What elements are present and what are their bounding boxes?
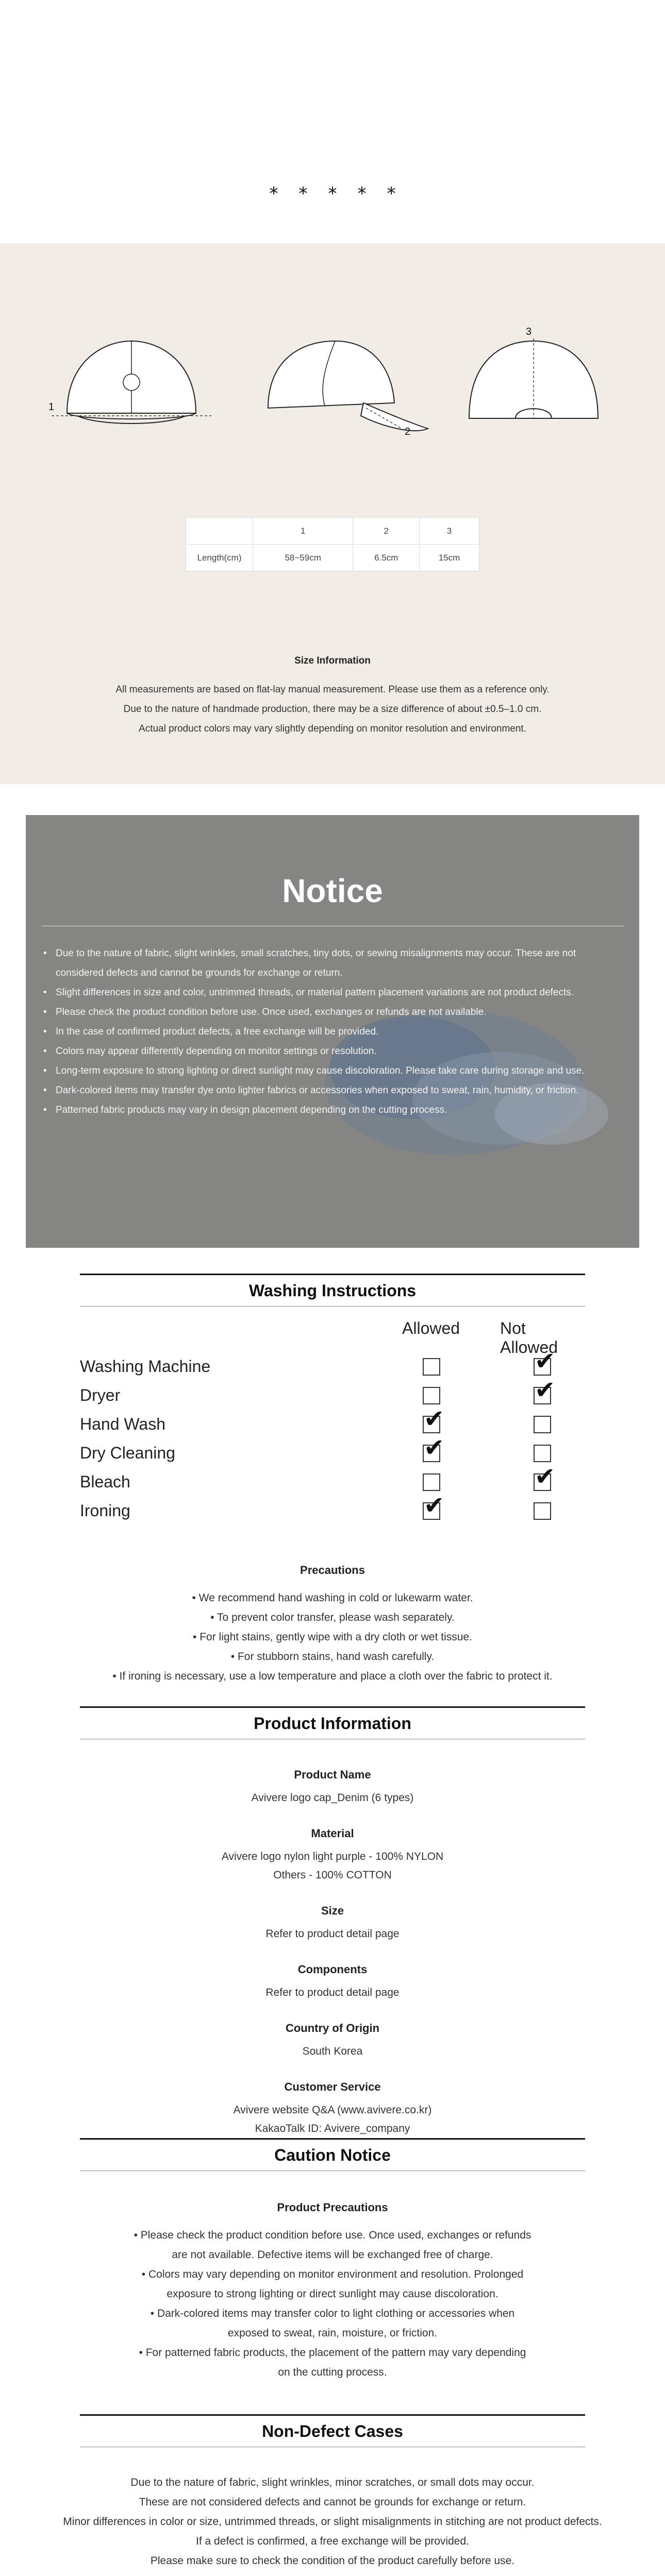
washing-row xyxy=(80,1411,585,1437)
star-icon: * xyxy=(298,183,308,204)
allowed-checkbox xyxy=(423,1473,440,1491)
product-precautions xyxy=(0,2201,665,2382)
product-info-item xyxy=(0,2080,665,2138)
precautions xyxy=(0,1564,665,1686)
washing-row-label: Dry Cleaning xyxy=(80,1444,175,1462)
table-cell xyxy=(186,518,253,545)
list-item: • Long-term exposure to strong lighting or direct sunlight may cause discoloration. Please take care during storage and use. xyxy=(41,1061,624,1081)
table-header-cell: 1 xyxy=(253,518,353,545)
allowed-checkbox xyxy=(423,1502,440,1520)
caution-line: exposure to strong lighting or direct sunlight may cause discoloration. xyxy=(167,2288,498,2300)
washing-row-label: Washing Machine xyxy=(80,1357,211,1376)
washing-row xyxy=(80,1468,585,1495)
not-allowed-checkbox xyxy=(534,1445,551,1462)
list-item: • Dark-colored items may transfer dye onto lighter fabrics or accessories when exposed to sweat, rain, humidity, or friction. xyxy=(41,1081,624,1100)
list-item: • Colors may appear differently depending on monitor settings or resolution. xyxy=(41,1042,624,1061)
star-icon: * xyxy=(328,183,337,204)
allowed-column-header: Allowed xyxy=(402,1319,460,1337)
not-allowed-checkbox xyxy=(534,1473,551,1491)
non-defect-line: These are not considered defects and cannot be grounds for exchange or return. xyxy=(139,2496,526,2508)
product-info-label: Customer Service xyxy=(284,2080,381,2093)
washing-row-label: Hand Wash xyxy=(80,1415,165,1433)
product-info-label: Country of Origin xyxy=(285,2022,380,2035)
list-item: • Due to the nature of fabric, slight wrinkles, small scratches, tiny dots, or sewing misalignments may occur. These are not considered defects and cannot be grounds for exchange or return. xyxy=(41,944,624,983)
cap-side-diagram xyxy=(247,300,433,475)
list-item: • Patterned fabric products may vary in design placement depending on the cutting process. xyxy=(41,1100,624,1120)
dimension-label: 1 xyxy=(48,401,55,413)
dimension-label: 3 xyxy=(526,326,532,337)
table-cell: 15cm xyxy=(420,545,479,571)
star-icon: * xyxy=(269,183,278,204)
precaution-line: • To prevent color transfer, please wash separately. xyxy=(210,1612,455,1623)
product-info-item xyxy=(0,1963,665,2002)
washing-row xyxy=(80,1353,585,1380)
list-item: • In the case of confirmed product defects, a free exchange will be provided. xyxy=(41,1022,624,1042)
product-info-value: KakaoTalk ID: Avivere_company xyxy=(255,2123,410,2134)
table-cell: 6.5cm xyxy=(353,545,420,571)
dimension-label: 2 xyxy=(405,426,411,437)
product-info-value: Refer to product detail page xyxy=(265,1987,400,1998)
product-info-item xyxy=(0,1904,665,1943)
precaution-line: • If ironing is necessary, use a low temperature and place a cloth over the fabric to protect it. xyxy=(112,1670,553,1682)
product-info-value: Avivere logo cap_Denim (6 types) xyxy=(251,1792,414,1804)
notice-list xyxy=(41,944,624,1120)
washing-row xyxy=(80,1497,585,1524)
product-info-label: Components xyxy=(297,1963,368,1976)
product-info-label: Size xyxy=(321,1904,344,1917)
list-item: • Please check the product condition before use. Once used, exchanges or refunds are not available. xyxy=(41,1003,624,1022)
product-info-item xyxy=(0,2022,665,2061)
not-allowed-checkbox xyxy=(534,1502,551,1520)
non-defect-title: Non-Defect Cases xyxy=(80,2414,585,2447)
precaution-line: • We recommend hand washing in cold or lukewarm water. xyxy=(192,1592,473,1604)
precaution-line: • For light stains, gently wipe with a dry cloth or wet tissue. xyxy=(193,1631,472,1643)
product-info-value: Avivere website Q&A (www.avivere.co.kr) xyxy=(233,2104,432,2116)
size-info-line: All measurements are based on flat-lay manual measurement. Please use them as a reference only. xyxy=(115,684,550,695)
table-row xyxy=(186,545,479,571)
allowed-checkbox xyxy=(423,1387,440,1404)
non-defect-line: Minor differences in color or size, untrimmed threads, or slight misalignments in stitching are not product defects. xyxy=(63,2516,602,2528)
product-info-value: Avivere logo nylon light purple - 100% NYLON xyxy=(221,1851,444,1862)
not-allowed-checkbox xyxy=(534,1358,551,1376)
product-info-item xyxy=(0,1768,665,1807)
size-info-line: Due to the nature of handmade production, there may be a size difference of about ±0.5–1.0 cm. xyxy=(123,704,542,715)
star-divider xyxy=(0,0,665,243)
cap-front-diagram xyxy=(46,300,217,475)
caution-notice-title: Caution Notice xyxy=(80,2138,585,2171)
table-row xyxy=(186,518,479,545)
product-information-title: Product Information xyxy=(80,1706,585,1739)
notice-banner xyxy=(26,815,639,1248)
size-section xyxy=(0,243,665,784)
star-icon: * xyxy=(357,183,367,204)
cap-diagrams xyxy=(46,300,619,475)
product-info-value: Others - 100% COTTON xyxy=(273,1869,392,1881)
star-icon: * xyxy=(387,183,396,204)
not-allowed-column-header: Not Allowed xyxy=(500,1319,558,1357)
washing-row-label: Bleach xyxy=(80,1472,130,1491)
washing-row-label: Dryer xyxy=(80,1386,121,1404)
table-header-cell: 3 xyxy=(420,518,479,545)
not-allowed-checkbox xyxy=(534,1416,551,1433)
washing-row-label: Ironing xyxy=(80,1501,130,1520)
washing-row xyxy=(80,1439,585,1466)
allowed-checkbox xyxy=(423,1445,440,1462)
not-allowed-checkbox xyxy=(534,1387,551,1404)
allowed-checkbox xyxy=(423,1358,440,1376)
product-info-value: South Korea xyxy=(302,2045,363,2057)
size-table xyxy=(186,517,479,571)
product-info-label: Product Name xyxy=(294,1768,371,1781)
allowed-checkbox xyxy=(423,1416,440,1433)
product-information xyxy=(0,1768,665,2158)
notice-title: Notice xyxy=(282,872,383,909)
table-header-cell: 2 xyxy=(353,518,420,545)
non-defect-cases xyxy=(0,2473,665,2571)
caution-line: • For patterned fabric products, the placement of the pattern may vary depending xyxy=(139,2347,526,2359)
non-defect-line: Due to the nature of fabric, slight wrinkles, minor scratches, or small dots may occur. xyxy=(130,2477,535,2488)
product-precautions-title: Product Precautions xyxy=(277,2201,388,2214)
washing-instructions-title: Washing Instructions xyxy=(80,1274,585,1307)
caution-line: on the cutting process. xyxy=(278,2366,387,2378)
caution-line: • Dark-colored items may transfer color to light clothing or accessories when xyxy=(150,2308,515,2319)
product-info-item xyxy=(0,1827,665,1885)
caution-line: • Colors may vary depending on monitor environment and resolution. Prolonged xyxy=(141,2268,524,2280)
caution-line: • Please check the product condition before use. Once used, exchanges or refunds xyxy=(134,2229,531,2241)
non-defect-line: If a defect is confirmed, a free exchange will be provided. xyxy=(196,2535,469,2547)
caution-line: are not available. Defective items will be exchanged free of charge. xyxy=(172,2249,493,2261)
precautions-title: Precautions xyxy=(300,1564,365,1577)
list-item: • Slight differences in size and color, untrimmed threads, or material pattern placement variations are not product defects. xyxy=(41,983,624,1003)
precaution-line: • For stubborn stains, hand wash carefully. xyxy=(230,1651,435,1663)
table-cell: 58~59cm xyxy=(253,545,353,571)
caution-line: exposed to sweat, rain, moisture, or friction. xyxy=(227,2327,438,2339)
size-information xyxy=(0,655,665,739)
cap-back-diagram xyxy=(448,300,619,475)
size-info-line: Actual product colors may vary slightly depending on monitor resolution and environment. xyxy=(139,723,526,734)
non-defect-line: Please make sure to check the condition of the product carefully before use. xyxy=(150,2555,515,2567)
product-info-label: Material xyxy=(311,1827,354,1840)
washing-row xyxy=(80,1382,585,1409)
size-info-title: Size Information xyxy=(294,655,371,666)
washing-table xyxy=(80,1319,585,1535)
table-row-label: Length(cm) xyxy=(186,545,253,571)
product-info-value: Refer to product detail page xyxy=(265,1928,400,1940)
